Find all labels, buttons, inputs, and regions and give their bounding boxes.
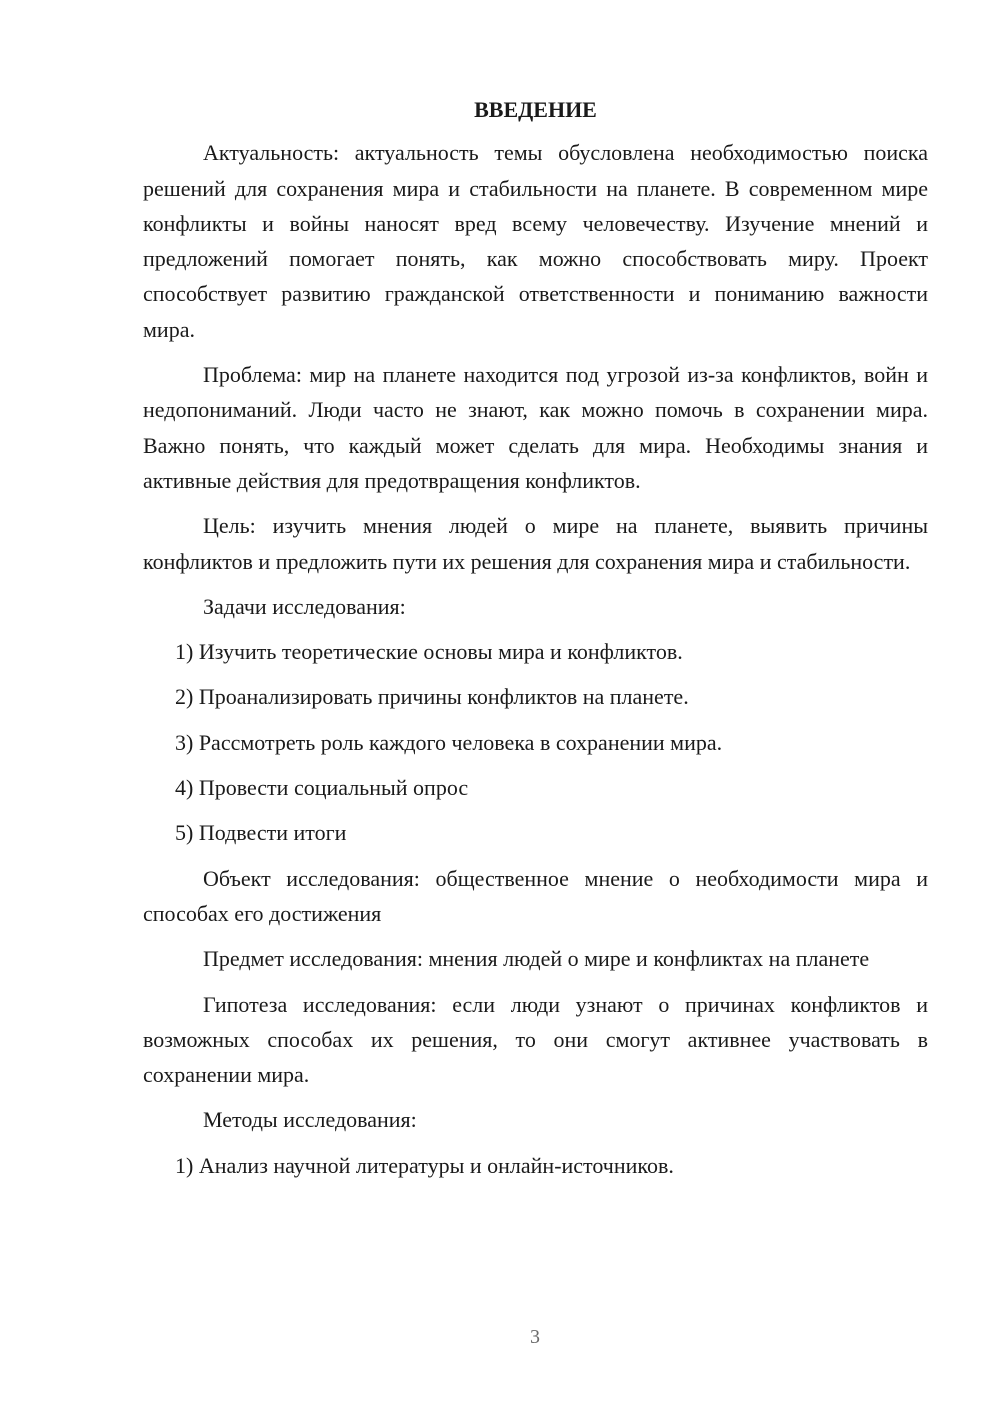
hypothesis-paragraph: Гипотеза исследования: если люди узнают о причинах конфликтов и возможных способах их решения, то они смогут активнее участвовать в сохранении мира. <box>143 991 928 1088</box>
document-page <box>143 92 928 1193</box>
relevance-paragraph: Актуальность: актуальность темы обусловлена необходимостью поиска решений для сохранения мира и стабильности на планете. В современном мире конфликты и войны наносят вред всему человечеству. Изучение мнений и предложений помогает понять, как можно способствовать миру. Проект способствует развитию гражданской ответственности и пониманию важности мира. <box>143 140 928 342</box>
subject-paragraph: Предмет исследования: мнения людей о мире и конфликтах на планете <box>203 946 870 972</box>
page-number: 3 <box>530 1326 540 1348</box>
methods-list <box>143 1148 928 1183</box>
goal-paragraph: Цель: изучить мнения людей о мире на планете, выявить причины конфликтов и предложить пути их решения для сохранения мира и стабильности. <box>143 513 928 574</box>
list-item: 4) Провести социальный опрос <box>175 775 469 801</box>
page-title: ВВЕДЕНИЕ <box>474 97 597 122</box>
tasks-list <box>143 634 928 850</box>
list-item: 1) Анализ научной литературы и онлайн-источников. <box>175 1152 674 1178</box>
list-item: 1) Изучить теоретические основы мира и конфликтов. <box>175 639 683 665</box>
tasks-title: Задачи исследования: <box>203 593 406 619</box>
problem-paragraph: Проблема: мир на планете находится под угрозой из-за конфликтов, войн и недопониманий. Люди часто не знают, как можно помочь в сохранении мира. Важно понять, что каждый может сделать для мира. Необходимы знания и активные действия для предотвращения конфликтов. <box>143 362 928 493</box>
object-paragraph: Объект исследования: общественное мнение о необходимости мира и способах его достижения <box>143 865 928 926</box>
list-item: 3) Рассмотреть роль каждого человека в сохранении мира. <box>175 729 723 755</box>
list-item: 5) Подвести итоги <box>175 820 347 846</box>
methods-title: Методы исследования: <box>203 1107 417 1133</box>
list-item: 2) Проанализировать причины конфликтов на планете. <box>175 684 689 710</box>
